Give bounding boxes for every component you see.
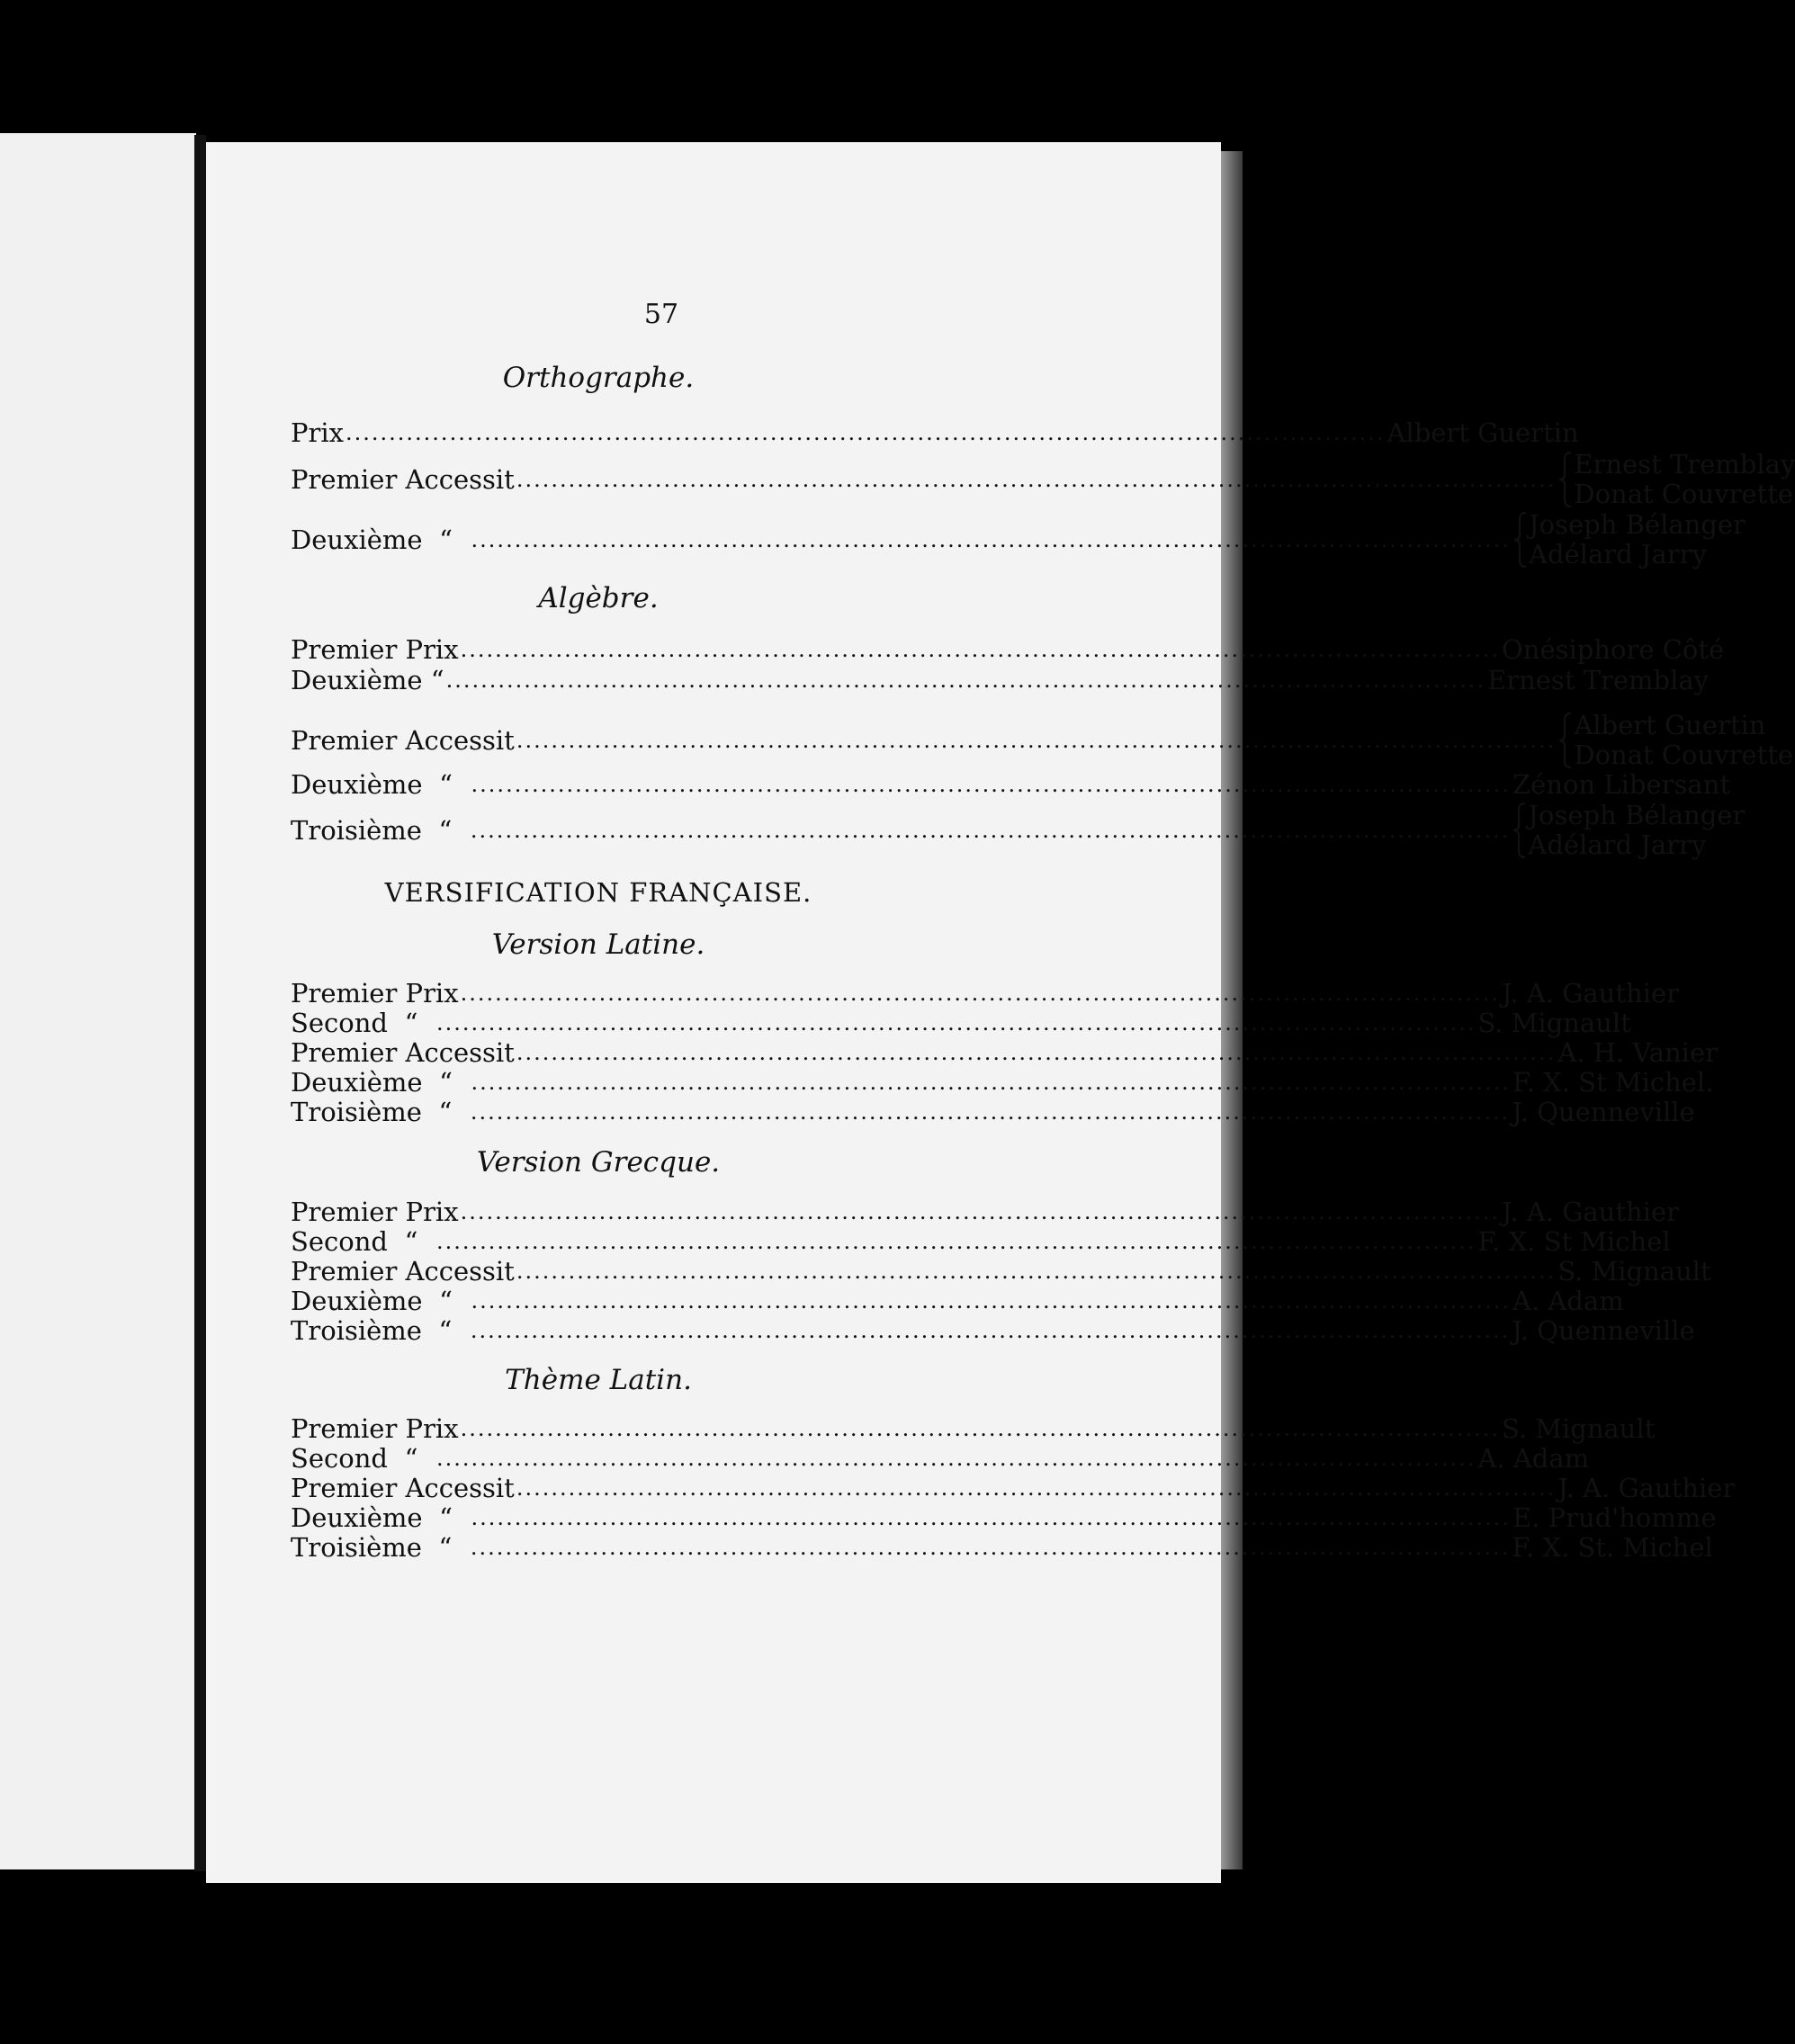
prize-row: [291, 1226, 1671, 1257]
section-heading: Thème Latin.: [505, 1364, 692, 1396]
prize-label: Troisième: [291, 1097, 422, 1127]
winner-name: Albert Guertin: [1387, 417, 1579, 448]
leader-dots: ........................................................................................................................: [516, 1259, 1557, 1284]
ditto-mark: “: [439, 1067, 453, 1098]
prize-label: Premier Accessit: [291, 1037, 515, 1068]
prize-label: Deuxième “: [291, 665, 444, 695]
winner-name: Donat Couvrette: [1574, 479, 1794, 509]
ditto-mark: “: [404, 1008, 418, 1038]
prize-row-tied: [291, 509, 1746, 569]
winner-name: F. X. St. Michel: [1512, 1532, 1713, 1563]
leader-dots: ........................................................................................................................: [470, 1099, 1511, 1125]
prize-label: Troisième: [291, 1532, 422, 1563]
prize-label: Prix: [291, 417, 345, 448]
winner-name: S. Mignault: [1557, 1256, 1711, 1286]
winner-name: J. A. Gauthier: [1502, 978, 1679, 1009]
winner-name: J. Quenneville: [1512, 1097, 1695, 1127]
leader-dots: ........................................................................................................................: [471, 526, 1512, 552]
winner-name: S. Mignault: [1502, 1413, 1656, 1444]
prize-row: [291, 769, 1730, 800]
winner-names: [1574, 711, 1793, 770]
winner-name: Joseph Bélanger: [1528, 800, 1746, 830]
leader-dots: ........................................................................................................................: [471, 772, 1512, 797]
page-number: 57: [643, 299, 679, 330]
winner-name: J. A. Gauthier: [1557, 1473, 1736, 1503]
leader-dots: ........................................................................................................................: [470, 817, 1511, 843]
leader-dots: ........................................................................................................................: [516, 1475, 1557, 1501]
prize-label: Premier Accessit: [291, 1473, 515, 1503]
winner-name: Ernest Tremblay: [1487, 665, 1710, 695]
section-heading: Orthographe.: [502, 362, 695, 394]
winner-name: Donat Couvrette: [1574, 740, 1794, 770]
curly-brace: [1557, 450, 1574, 509]
prize-label: Deuxième: [291, 769, 423, 800]
ditto-mark: “: [404, 1226, 418, 1257]
prize-row: [291, 1256, 1711, 1286]
leader-dots: ........................................................................................................................: [471, 1505, 1512, 1530]
winner-name: Onésiphore Côté: [1502, 634, 1725, 665]
ditto-mark: “: [438, 1097, 453, 1127]
prize-row: [291, 1315, 1695, 1346]
leader-dots: ........................................................................................................................: [435, 1446, 1476, 1471]
ditto-mark: “: [439, 1502, 453, 1533]
winner-name: Ernest Tremblay: [1574, 449, 1795, 480]
leader-dots: ........................................................................................................................: [516, 727, 1557, 753]
prize-row: [291, 634, 1725, 665]
prize-row: [291, 1413, 1656, 1444]
prize-label: Deuxième: [291, 1067, 423, 1098]
leader-dots: ........................................................................................................................: [470, 1318, 1511, 1343]
prize-row: [291, 1097, 1695, 1127]
winner-name: Adélard Jarry: [1529, 539, 1707, 569]
winner-name: Joseph Bélanger: [1529, 509, 1746, 540]
prize-row-tied: [291, 449, 1795, 509]
prize-label: Troisième: [291, 814, 422, 846]
prize-row: [291, 665, 1710, 695]
prize-row: [291, 1502, 1717, 1533]
section-heading: Version Grecque.: [476, 1146, 721, 1179]
leader-dots: ........................................................................................................................: [516, 1040, 1557, 1065]
ditto-mark: “: [438, 1532, 453, 1563]
winner-names: [1528, 801, 1745, 860]
winner-name: Adélard Jarry: [1528, 829, 1707, 860]
leader-dots: ........................................................................................................................: [460, 981, 1501, 1006]
leader-dots: ........................................................................................................................: [445, 668, 1486, 693]
prize-label: Second: [291, 1226, 388, 1257]
prize-row: [291, 978, 1679, 1009]
prize-label: Second: [291, 1443, 388, 1474]
section-heading: Version Latine.: [491, 928, 705, 961]
section-heading: VERSIFICATION FRANÇAISE.: [384, 877, 812, 908]
winner-name: E. Prud'homme: [1512, 1502, 1717, 1533]
leader-dots: ........................................................................................................................: [471, 1288, 1512, 1313]
winner-name: Zénon Libersant: [1512, 769, 1730, 800]
leader-dots: ........................................................................................................................: [346, 420, 1386, 445]
winner-name: J. A. Gauthier: [1502, 1197, 1679, 1227]
prize-row: [291, 1443, 1590, 1474]
winner-name: Albert Guertin: [1574, 710, 1766, 740]
prize-label: Premier Prix: [291, 1197, 459, 1227]
prize-label: Deuxième: [291, 1502, 423, 1533]
prize-row: [291, 1473, 1736, 1503]
winner-name: S. Mignault: [1477, 1008, 1631, 1038]
winner-name: F. X. St Michel.: [1512, 1067, 1714, 1098]
curly-brace: [1512, 801, 1528, 860]
prize-label: Premier Accessit: [291, 463, 515, 495]
prize-row: [291, 1067, 1714, 1098]
ditto-mark: “: [438, 1315, 453, 1346]
prize-row-tied: [291, 800, 1746, 860]
prize-label: Premier Accessit: [291, 1256, 515, 1286]
leader-dots: ........................................................................................................................: [471, 1070, 1512, 1095]
winner-names: [1529, 510, 1746, 569]
winner-name: A. H. Vanier: [1557, 1037, 1718, 1068]
curly-brace: [1557, 711, 1574, 770]
prize-label: Premier Accessit: [291, 724, 515, 756]
prize-label: Premier Prix: [291, 634, 459, 665]
winner-name: J. Quenneville: [1512, 1315, 1695, 1346]
prize-label: Premier Prix: [291, 978, 459, 1009]
leader-dots: ........................................................................................................................: [460, 1416, 1501, 1441]
prize-row: [291, 1286, 1624, 1316]
winner-names: [1574, 450, 1795, 509]
winner-name: A. Adam: [1477, 1443, 1590, 1474]
leader-dots: ........................................................................................................................: [460, 1199, 1501, 1224]
leader-dots: ........................................................................................................................: [435, 1229, 1476, 1254]
prize-label: Deuxième: [291, 524, 423, 555]
leader-dots: ........................................................................................................................: [435, 1010, 1476, 1035]
section-heading: Algèbre.: [538, 582, 659, 614]
prize-row: [291, 1037, 1718, 1068]
ditto-mark: “: [439, 524, 453, 555]
leader-dots: ........................................................................................................................: [516, 466, 1557, 492]
ditto-mark: “: [439, 769, 453, 800]
leader-dots: ........................................................................................................................: [460, 637, 1501, 662]
prize-row: [291, 417, 1579, 448]
prize-row: [291, 1008, 1631, 1038]
prize-label: Premier Prix: [291, 1413, 459, 1444]
leader-dots: ........................................................................................................................: [470, 1535, 1511, 1560]
prize-label: Second: [291, 1008, 388, 1038]
prize-label: Deuxième: [291, 1286, 423, 1316]
ditto-mark: “: [438, 814, 453, 846]
prize-label: Troisième: [291, 1315, 422, 1346]
winner-name: F. X. St Michel: [1477, 1226, 1671, 1257]
ditto-mark: “: [439, 1286, 453, 1316]
prize-row: [291, 1532, 1713, 1563]
prize-row: [291, 1197, 1679, 1227]
winner-name: A. Adam: [1512, 1286, 1624, 1316]
curly-brace: [1512, 510, 1529, 569]
ditto-mark: “: [404, 1443, 418, 1474]
prize-row-tied: [291, 710, 1794, 770]
